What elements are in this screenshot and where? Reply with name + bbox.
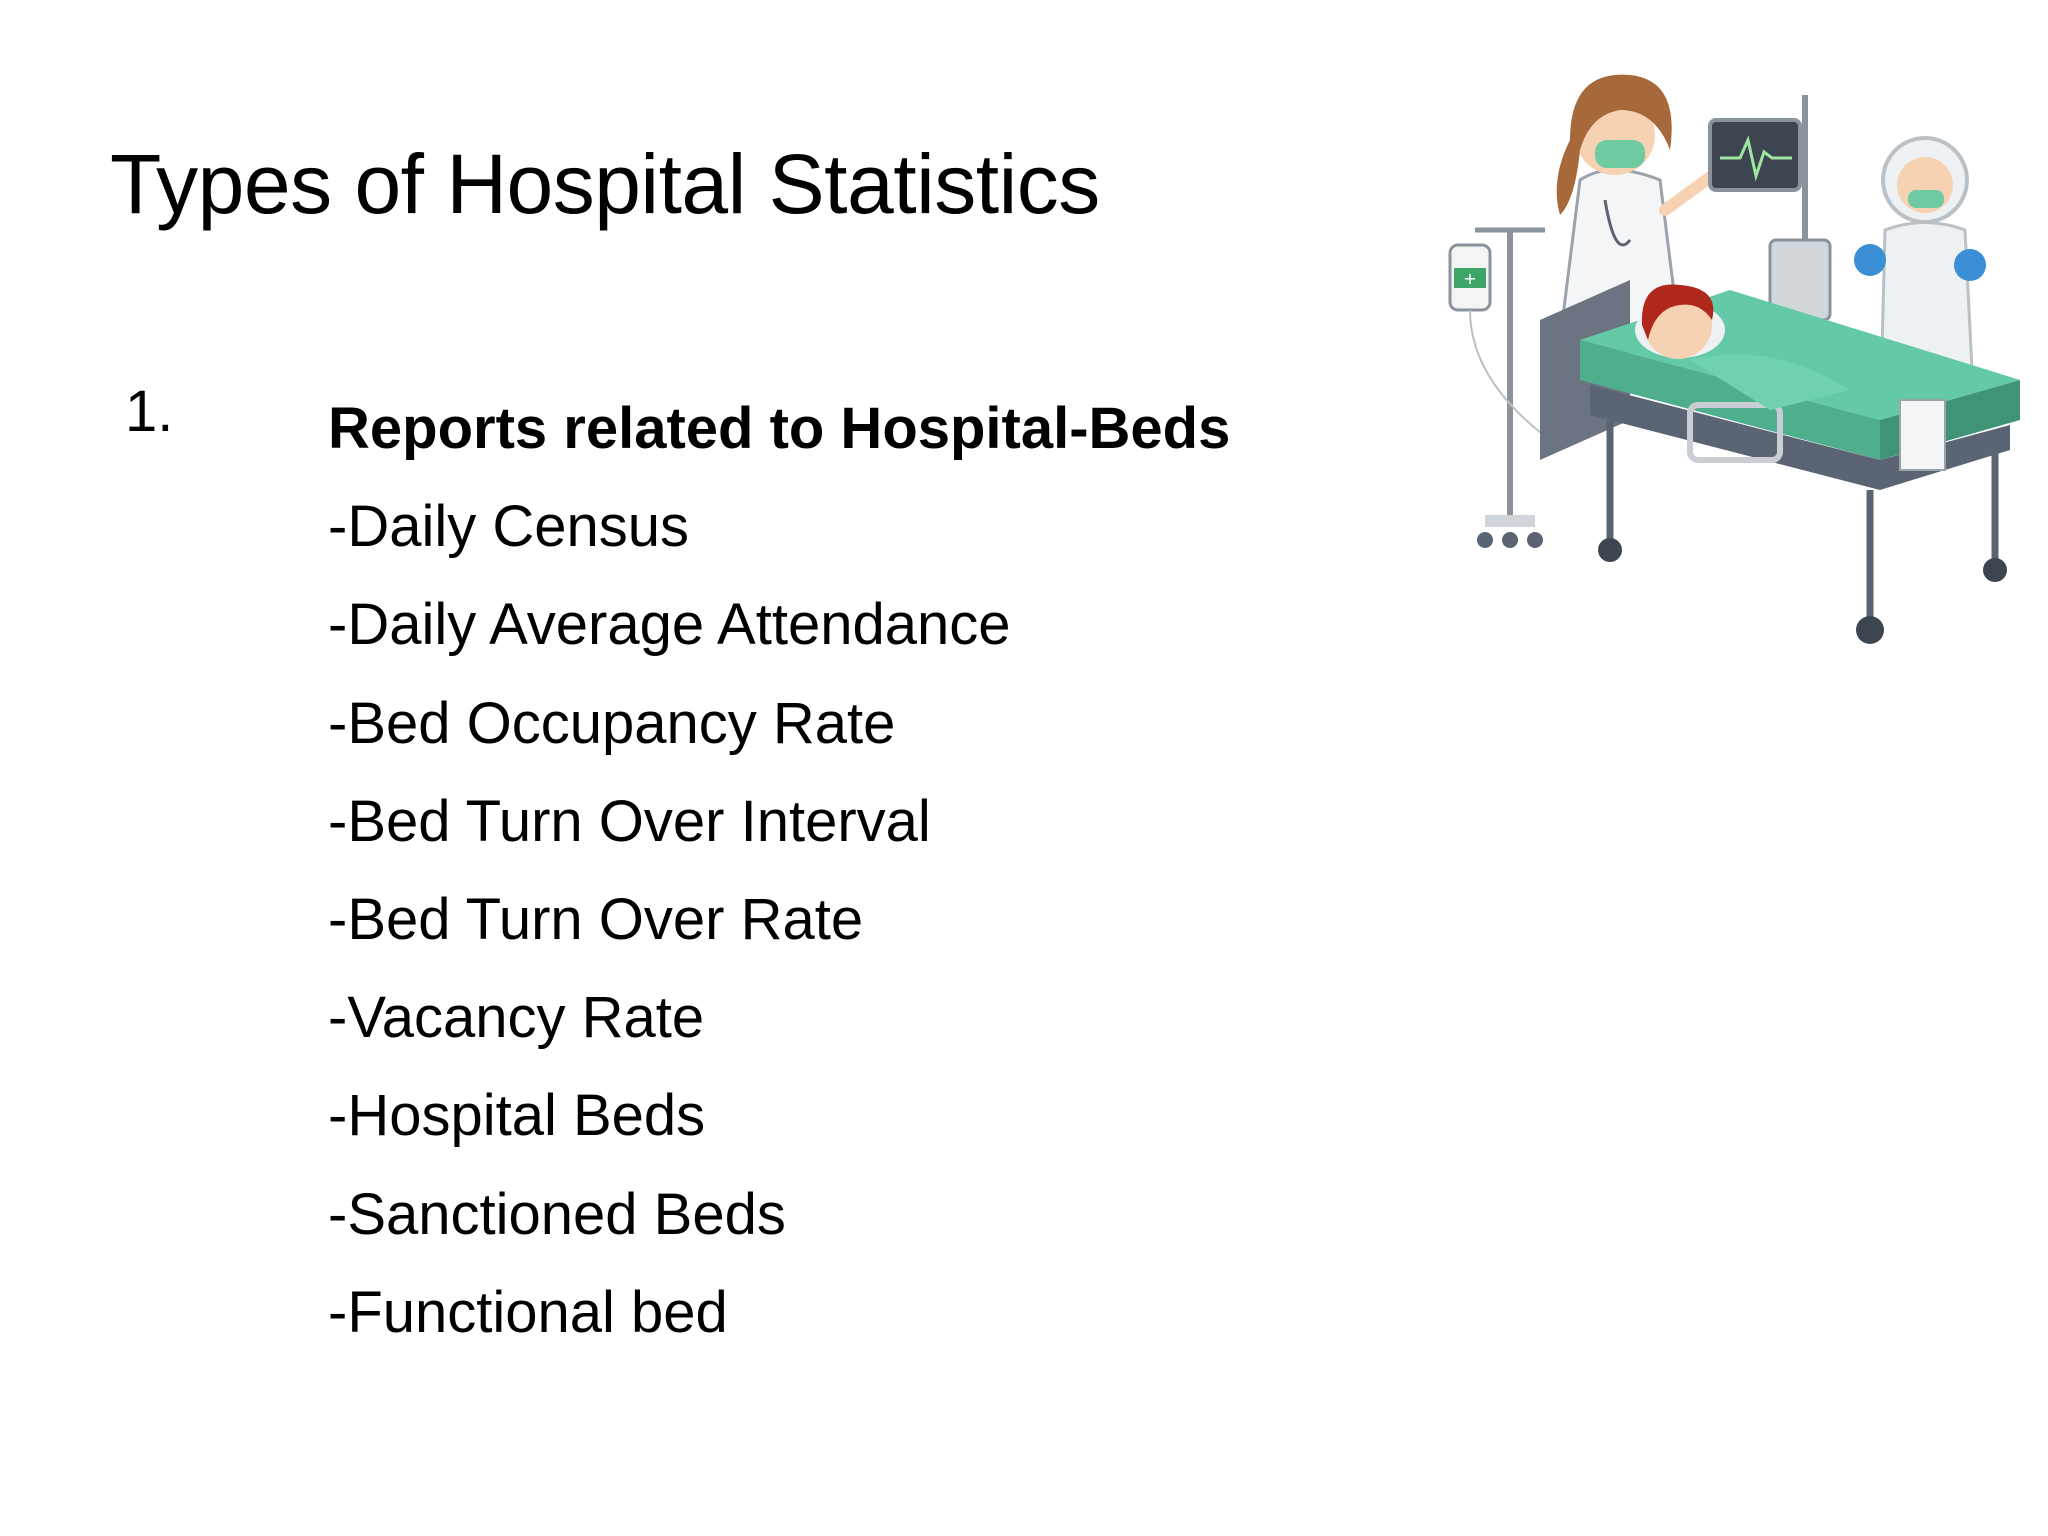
list-item: -Bed Occupancy Rate	[328, 690, 896, 756]
svg-text:+: +	[1463, 269, 1477, 288]
list-item: -Bed Turn Over Interval	[328, 788, 931, 854]
hospital-bed-illustration-icon	[1430, 40, 2030, 660]
list-item: -Daily Census	[328, 494, 689, 560]
list-item: -Hospital Beds	[328, 1083, 706, 1149]
list-item: -Sanctioned Beds	[328, 1181, 786, 1247]
section-heading: Reports related to Hospital-Beds	[328, 396, 1231, 461]
bullet-list	[328, 380, 1230, 1362]
list-item: -Vacancy Rate	[328, 985, 705, 1051]
list-item: -Daily Average Attendance	[328, 592, 1011, 658]
list-item: -Bed Turn Over Rate	[328, 886, 864, 952]
iv-stand-icon	[1450, 230, 1550, 548]
slide-title: Types of Hospital Statistics	[110, 137, 1100, 231]
list-item: -Functional bed	[328, 1279, 728, 1345]
section-number: 1.	[125, 379, 174, 444]
